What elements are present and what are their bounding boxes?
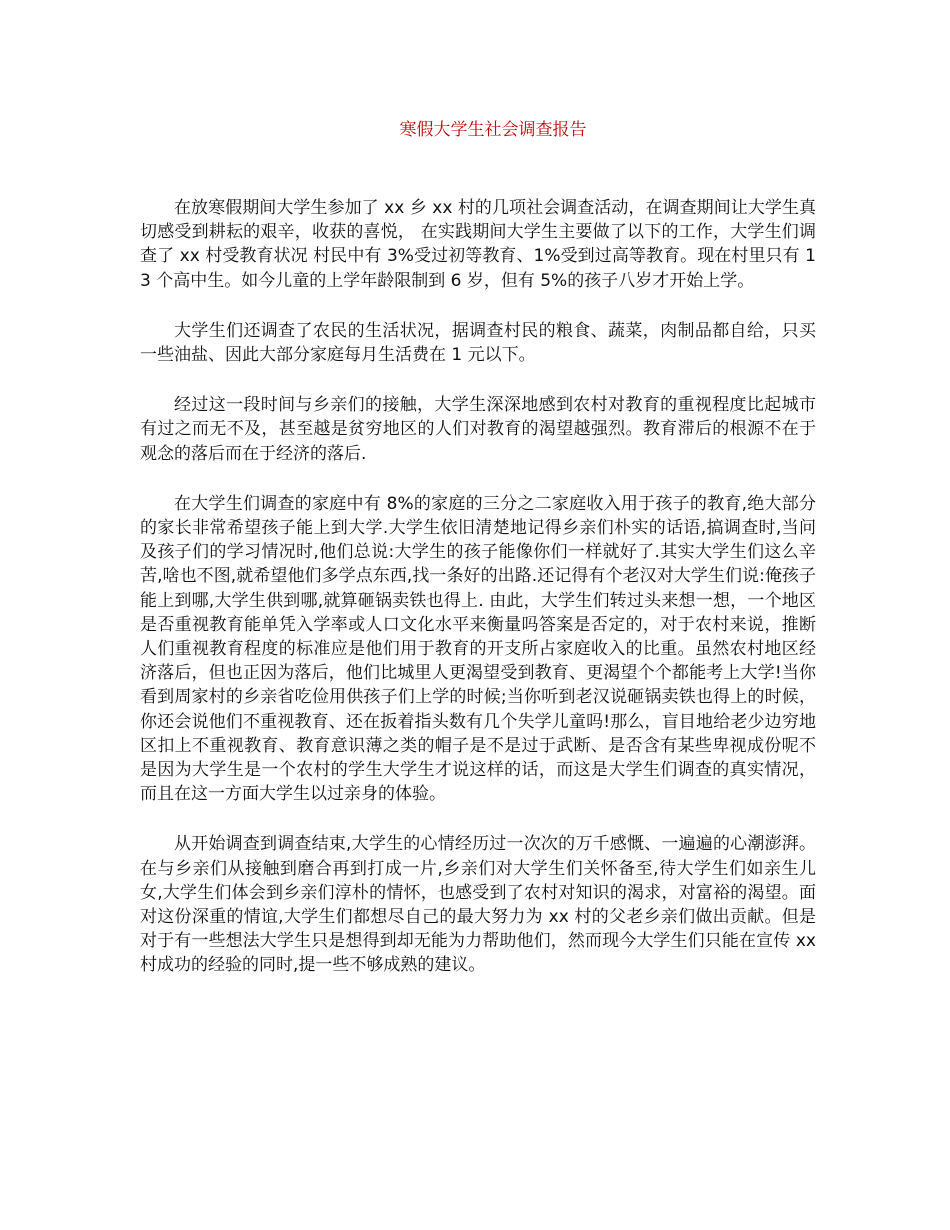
paragraph-2: 大学生们还调查了农民的生活状况，据调查村民的粮食、蔬菜，肉制品都自给，只买一些油盐、因此大部分家庭每月生活费在 1 元以下。 — [140, 320, 816, 366]
paragraph-3: 经过这一段时间与乡亲们的接触，大学生深深地感到农村对教育的重视程度比起城市有过之而无不及，甚至越是贫穷地区的人们对教育的渴望越强烈。教育滞后的根源不在于观念的落后而在于经济的落后. — [140, 395, 816, 464]
paragraph-4: 在大学生们调查的家庭中有 8%的家庭的三分之二家庭收入用于孩子的教育,绝大部分的家长非常希望孩子能上到大学.大学生依旧清楚地记得乡亲们朴实的话语,搞调查时,当问及孩子们的学习情况时,他们总说:大学生的孩子能像你们一样就好了.其实大学生们这么辛苦,啥也不图,就希望他们多学点东西,找一条好的出路.还记得有个老汉对大学生们说:俺孩子能上到哪,大学生供到哪,就算砸锅卖铁也得上. 由此，大学生们转过头来想一想，一个地区是否重视教育能单凭入学率或人口文化水平来衡量吗答案是否定的，对于农村来说，推断人们重视教育程度的标准应是他们用于教育的开支所占家庭收入的比重。虽然农村地区经济落后，但也正因为落后，他们比城里人更渴望受到教育、更渴望个个都能考上大学!当你看到周家村的乡亲省吃俭用供孩子们上学的时候;当你听到老汉说砸锅卖铁也得上的时候，你还会说他们不重视教育、还在扳着指头数有几个失学儿童吗!那么，盲目地给老少边穷地区扣上不重视教育、教育意识薄之类的帽子是不是过于武断、是否含有某些卑视成份呢不是因为大学生是一个农村的学生大学生才说这样的话，而这是大学生们调查的真实情况，而且在这一方面大学生以过亲身的体验。 — [140, 493, 816, 805]
document-body — [140, 196, 816, 1004]
paragraph-5: 从开始调查到调查结束,大学生的心情经历过一次次的万千感慨、一遍遍的心潮澎湃。在与乡亲们从接触到磨合再到打成一片,乡亲们对大学生们关怀备至,待大学生们如亲生儿女,大学生们体会到乡亲们淳朴的情怀，也感受到了农村对知识的渴求，对富裕的渴望。面对这份深重的情谊,大学生们都想尽自己的最大努力为 xx 村的父老乡亲们做出贡献。但是对于有一些想法大学生只是想得到却无能为力帮助他们，然而现今大学生们只能在宣传 xx 村成功的经验的同时,提一些不够成熟的建议。 — [140, 834, 816, 976]
paragraph-1: 在放寒假期间大学生参加了 xx 乡 xx 村的几项社会调查活动，在调查期间让大学生真切感受到耕耘的艰辛，收获的喜悦， 在实践期间大学生主要做了以下的工作，大学生们调查了 xx 村受教育状况 村民中有 3%受过初等教育、1%受到过高等教育。现在村里只有 13 个高中生。如今儿童的上学年龄限制到 6 岁，但有 5%的孩子八岁才开始上学。 — [140, 198, 816, 291]
document-title: 寒假大学生社会调查报告 — [399, 120, 587, 140]
